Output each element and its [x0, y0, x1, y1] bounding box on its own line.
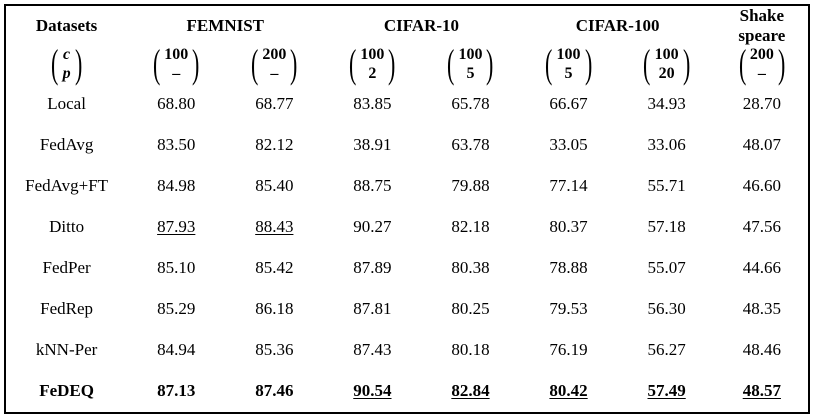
param-label-bottom: p — [62, 64, 71, 82]
cell-ditto-shakespeare: 47.56 — [742, 217, 781, 237]
paren-right-icon: ) — [486, 41, 494, 87]
cell-knnper-cifar100-20: 56.27 — [647, 339, 686, 359]
table-row — [5, 166, 809, 207]
param-label-top: c — [63, 46, 71, 63]
paren-left-icon: ( — [250, 41, 259, 87]
cell-fedrep-cifar10-5: 80.25 — [451, 298, 490, 318]
row-method-fedeq: FeDEQ — [39, 381, 94, 401]
cell-fedeq-femnist-200: 87.46 — [255, 381, 294, 401]
cell-fedrep-cifar10-2: 87.81 — [353, 298, 392, 318]
table-row — [5, 248, 809, 289]
cell-ditto-femnist-200: 88.43 — [255, 217, 294, 237]
paren-right-icon: ) — [777, 41, 786, 87]
param-col-5-top: 100 — [654, 46, 679, 63]
param-col-2 — [323, 41, 421, 87]
cell-knnper-femnist-200: 85.36 — [255, 339, 294, 359]
cell-fedavgft-femnist-200: 85.40 — [255, 176, 294, 196]
table-row — [5, 84, 809, 125]
cell-fedavg-cifar100-20: 33.06 — [647, 135, 686, 155]
param-col-0 — [127, 41, 225, 87]
cell-fedeq-femnist-100: 87.13 — [157, 381, 196, 401]
cell-fedper-shakespeare: 44.66 — [742, 257, 781, 277]
cell-knnper-cifar10-5: 80.18 — [451, 339, 490, 359]
paren-left-icon: ( — [545, 41, 553, 87]
param-col-0-top: 100 — [164, 46, 189, 63]
cell-fedavg-cifar10-2: 38.91 — [353, 135, 392, 155]
cell-local-femnist-200: 68.77 — [255, 94, 294, 114]
table-param-row — [5, 46, 809, 84]
param-col-6-top: 200 — [749, 46, 774, 63]
cell-fedavg-femnist-100: 83.50 — [157, 135, 196, 155]
table-header-row — [5, 5, 809, 46]
paren-left-icon: ( — [51, 41, 59, 87]
param-col-3 — [421, 41, 519, 87]
table-row — [5, 288, 809, 329]
header-corner-datasets: Datasets — [35, 16, 98, 35]
param-col-3-top: 100 — [458, 46, 483, 63]
row-method-fedavg-ft: FedAvg+FT — [25, 176, 109, 196]
header-group-shakespeare — [716, 5, 809, 46]
param-col-3-bottom: 5 — [466, 64, 475, 82]
paren-right-icon: ) — [584, 41, 592, 87]
cell-fedavg-femnist-200: 82.12 — [255, 135, 294, 155]
cell-local-shakespeare: 28.70 — [742, 94, 781, 114]
param-col-0-bottom: – — [172, 64, 181, 82]
param-col-1-top: 200 — [262, 46, 287, 63]
cell-local-cifar100-5: 66.67 — [549, 94, 588, 114]
paren-left-icon: ( — [447, 41, 455, 87]
paren-left-icon: ( — [738, 41, 746, 87]
cell-fedrep-femnist-100: 85.29 — [157, 298, 196, 318]
cell-fedavg-cifar10-5: 63.78 — [451, 135, 490, 155]
cell-fedeq-cifar100-20: 57.49 — [647, 381, 686, 401]
cell-local-femnist-100: 68.80 — [157, 94, 196, 114]
header-group-femnist: FEMNIST — [186, 16, 265, 35]
param-col-4 — [520, 41, 618, 87]
cell-fedper-cifar10-2: 87.89 — [353, 257, 392, 277]
param-col-5-bottom: 20 — [658, 64, 675, 82]
table-row — [5, 329, 809, 370]
table-row — [5, 125, 809, 166]
results-table — [4, 4, 810, 414]
row-method-fedrep: FedRep — [40, 298, 94, 318]
cell-fedrep-shakespeare: 48.35 — [742, 298, 781, 318]
header-group-shakespeare-line2: speare — [738, 26, 786, 45]
cell-local-cifar10-2: 83.85 — [353, 94, 392, 114]
table-row — [5, 207, 809, 248]
paren-right-icon: ) — [74, 41, 82, 87]
cell-ditto-femnist-100: 87.93 — [157, 217, 196, 237]
cell-knnper-femnist-100: 84.94 — [157, 339, 196, 359]
param-col-5 — [618, 41, 716, 87]
param-col-4-top: 100 — [556, 46, 581, 63]
cell-fedrep-cifar100-5: 79.53 — [549, 298, 588, 318]
cell-knnper-cifar100-5: 76.19 — [549, 339, 588, 359]
row-method-ditto: Ditto — [49, 217, 85, 237]
paren-right-icon: ) — [290, 41, 298, 87]
cell-fedavgft-cifar10-5: 79.88 — [451, 176, 490, 196]
row-method-fedavg: FedAvg — [39, 135, 94, 155]
cell-ditto-cifar10-5: 82.18 — [451, 217, 490, 237]
cell-fedavgft-femnist-100: 84.98 — [157, 176, 196, 196]
cell-ditto-cifar10-2: 90.27 — [353, 217, 392, 237]
row-method-fedper: FedPer — [42, 257, 91, 277]
cell-local-cifar10-5: 65.78 — [451, 94, 490, 114]
paren-right-icon: ) — [682, 41, 690, 87]
cell-fedper-cifar10-5: 80.38 — [451, 257, 490, 277]
header-group-shakespeare-line1: Shake — [739, 6, 785, 25]
param-col-4-bottom: 5 — [564, 64, 573, 82]
param-col-2-bottom: 2 — [368, 64, 377, 82]
cell-knnper-cifar10-2: 87.43 — [353, 339, 392, 359]
cell-fedavgft-cifar10-2: 88.75 — [353, 176, 392, 196]
param-col-1-bottom: – — [270, 64, 279, 82]
param-col-6 — [716, 41, 809, 87]
cell-fedper-femnist-100: 85.10 — [157, 257, 196, 277]
cell-fedavgft-cifar100-5: 77.14 — [549, 176, 588, 196]
paren-left-icon: ( — [152, 41, 161, 87]
paren-right-icon: ) — [192, 41, 200, 87]
cell-fedavgft-cifar100-20: 55.71 — [647, 176, 686, 196]
param-row-label — [5, 41, 127, 87]
cell-fedeq-shakespeare: 48.57 — [742, 381, 781, 401]
cell-fedrep-cifar100-20: 56.30 — [647, 298, 686, 318]
cell-fedper-cifar100-5: 78.88 — [549, 257, 588, 277]
table-row-highlight — [5, 370, 809, 413]
cell-fedeq-cifar100-5: 80.42 — [549, 381, 588, 401]
cell-fedeq-cifar10-5: 82.84 — [451, 381, 490, 401]
row-method-local: Local — [47, 94, 86, 114]
cell-fedavg-shakespeare: 48.07 — [742, 135, 781, 155]
cell-fedper-cifar100-20: 55.07 — [647, 257, 686, 277]
paren-left-icon: ( — [349, 41, 357, 87]
cell-ditto-cifar100-5: 80.37 — [549, 217, 588, 237]
param-col-1 — [225, 41, 323, 87]
cell-local-cifar100-20: 34.93 — [647, 94, 686, 114]
param-col-2-top: 100 — [360, 46, 385, 63]
paren-left-icon: ( — [643, 41, 651, 87]
header-group-cifar10: CIFAR-10 — [383, 16, 460, 35]
cell-fedavg-cifar100-5: 33.05 — [549, 135, 588, 155]
cell-fedavgft-shakespeare: 46.60 — [742, 176, 781, 196]
cell-fedrep-femnist-200: 86.18 — [255, 298, 294, 318]
param-col-6-bottom: – — [757, 64, 766, 82]
header-group-cifar100: CIFAR-100 — [575, 16, 660, 35]
binom-label — [48, 41, 85, 87]
row-method-knn-per: kNN-Per — [35, 339, 98, 359]
cell-knnper-shakespeare: 48.46 — [742, 339, 781, 359]
paren-right-icon: ) — [388, 41, 396, 87]
cell-ditto-cifar100-20: 57.18 — [647, 217, 686, 237]
cell-fedeq-cifar10-2: 90.54 — [353, 381, 392, 401]
cell-fedper-femnist-200: 85.42 — [255, 257, 294, 277]
